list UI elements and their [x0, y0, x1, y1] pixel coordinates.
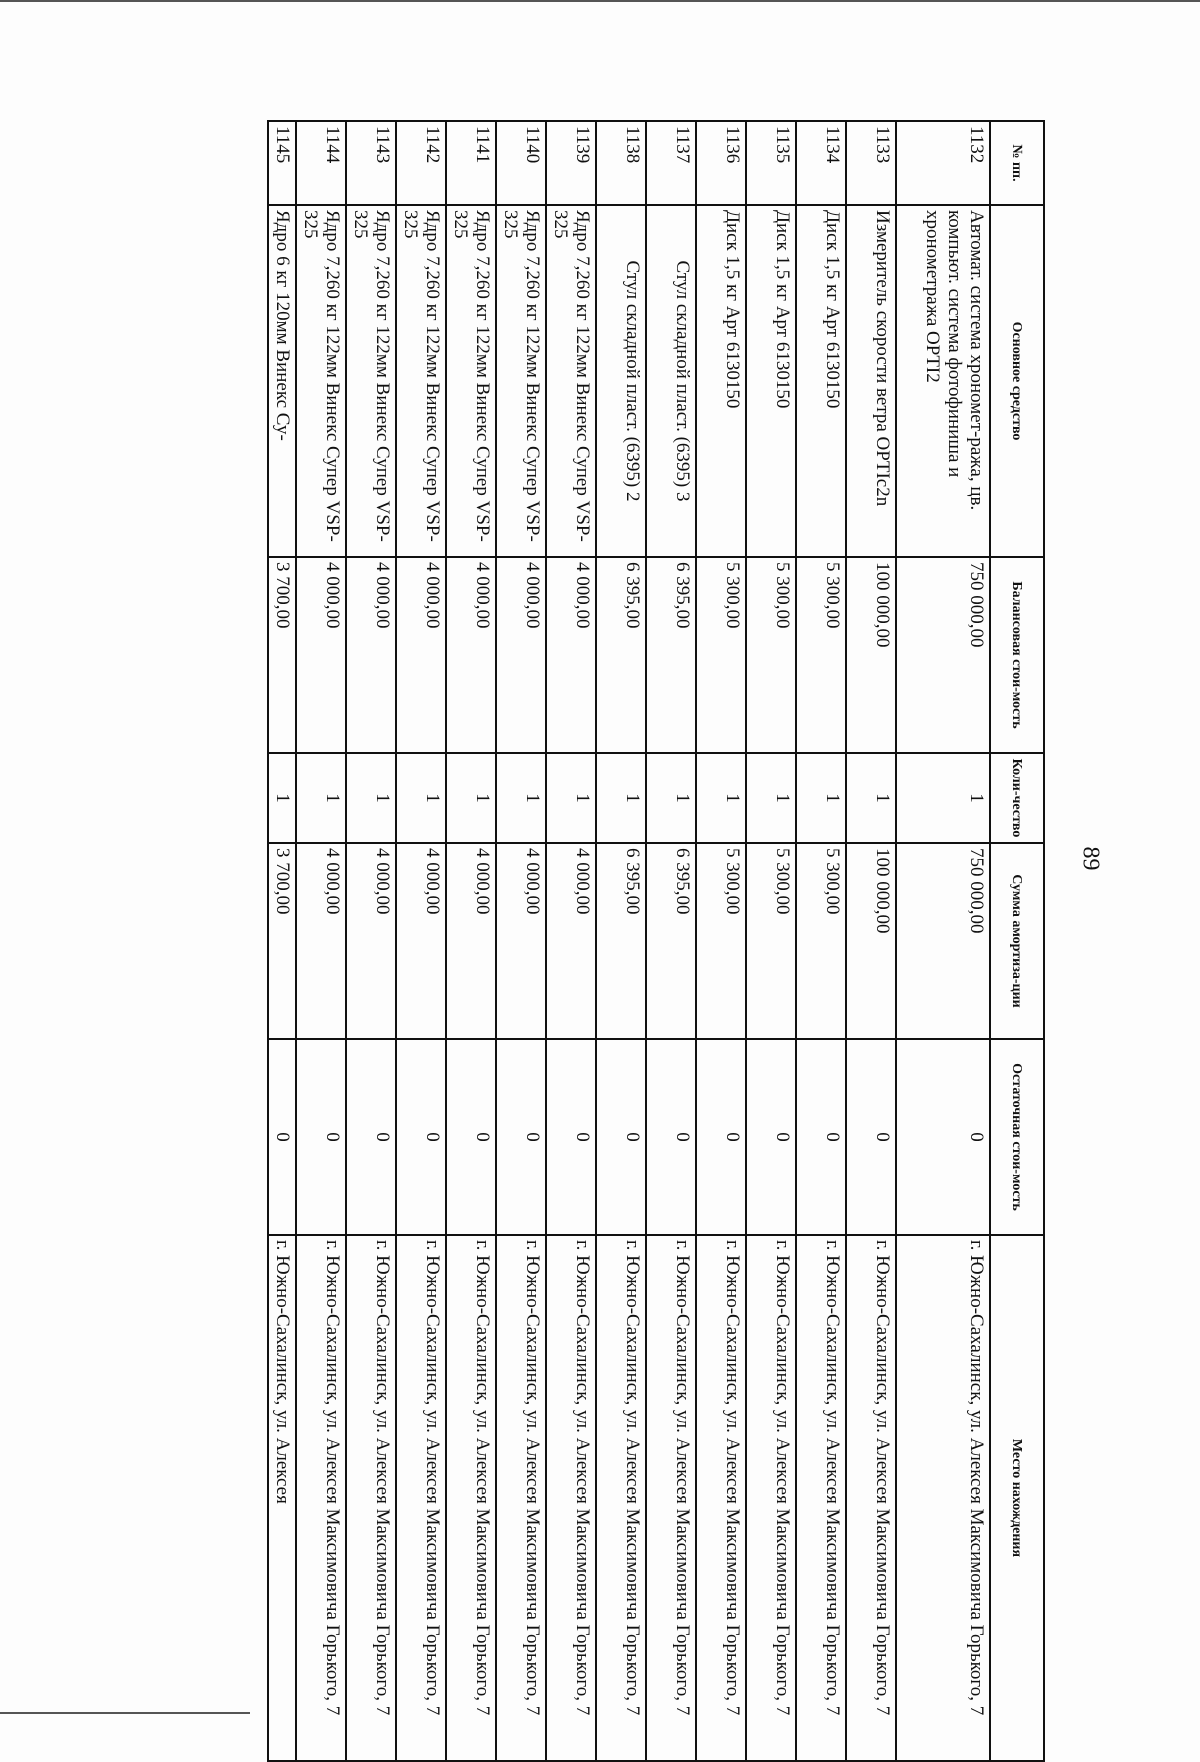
cell-num: 1143 [346, 121, 396, 205]
header-num: № пп. [990, 121, 1044, 205]
cell-qty: 1 [696, 753, 746, 843]
cell-residual: 0 [596, 1039, 646, 1235]
header-asset: Основное средство [990, 205, 1044, 557]
cell-qty: 1 [646, 753, 696, 843]
cell-residual: 0 [696, 1039, 746, 1235]
cell-qty: 1 [596, 753, 646, 843]
cell-residual: 0 [446, 1039, 496, 1235]
cell-asset: Ядро 7,260 кг 122мм Винекс Супер VSP-325 [446, 205, 496, 557]
cell-depreciation: 4 000,00 [496, 843, 546, 1039]
cell-asset: Диск 1,5 кг Арт 6130150 [746, 205, 796, 557]
cell-asset: Ядро 7,260 кг 122мм Винекс Супер VSP-325 [296, 205, 346, 557]
cell-residual: 0 [496, 1039, 546, 1235]
cell-num: 1132 [896, 121, 990, 205]
cell-num: 1133 [846, 121, 896, 205]
cell-location: г. Южно-Сахалинск, ул. Алексея Максимовича Горького, 7 [446, 1235, 496, 1761]
table-row [296, 121, 346, 1761]
table-row [846, 121, 896, 1761]
top-rule [0, 0, 1200, 2]
table-row [346, 121, 396, 1761]
cell-qty: 1 [268, 753, 296, 843]
cell-location: г. Южно-Сахалинск, ул. Алексея Максимовича Горького, 7 [396, 1235, 446, 1761]
cell-residual: 0 [796, 1039, 846, 1235]
cell-book-value: 6 395,00 [596, 557, 646, 753]
cell-qty: 1 [546, 753, 596, 843]
table-row [496, 121, 546, 1761]
cell-qty: 1 [496, 753, 546, 843]
cell-location: г. Южно-Сахалинск, ул. Алексея Максимовича Горького, 7 [846, 1235, 896, 1761]
cell-residual: 0 [546, 1039, 596, 1235]
cell-location: г. Южно-Сахалинск, ул. Алексея [268, 1235, 296, 1761]
header-book-value: Балансовая стои-мость [990, 557, 1044, 753]
cell-location: г. Южно-Сахалинск, ул. Алексея Максимовича Горького, 7 [896, 1235, 990, 1761]
cell-depreciation: 6 395,00 [646, 843, 696, 1039]
cell-num: 1135 [746, 121, 796, 205]
fixed-assets-table [267, 120, 1045, 1762]
cell-qty: 1 [446, 753, 496, 843]
cell-book-value: 5 300,00 [746, 557, 796, 753]
cell-book-value: 4 000,00 [396, 557, 446, 753]
table-header-row [990, 121, 1044, 1761]
cell-num: 1134 [796, 121, 846, 205]
cell-asset: Диск 1,5 кг Арт 6130150 [796, 205, 846, 557]
table-row [446, 121, 496, 1761]
cell-qty: 1 [846, 753, 896, 843]
header-residual: Остаточная стои-мость [990, 1039, 1044, 1235]
header-location: Место нахождения [990, 1235, 1044, 1761]
cell-qty: 1 [746, 753, 796, 843]
cell-depreciation: 750 000,00 [896, 843, 990, 1039]
cell-asset: Стул складной пласт. (6395) 2 [596, 205, 646, 557]
cell-num: 1138 [596, 121, 646, 205]
cell-book-value: 4 000,00 [496, 557, 546, 753]
cell-location: г. Южно-Сахалинск, ул. Алексея Максимовича Горького, 7 [646, 1235, 696, 1761]
cell-num: 1140 [496, 121, 546, 205]
table-row [796, 121, 846, 1761]
cell-asset: Стул складной пласт. (6395) 3 [646, 205, 696, 557]
cell-num: 1144 [296, 121, 346, 205]
cell-location: г. Южно-Сахалинск, ул. Алексея Максимовича Горького, 7 [596, 1235, 646, 1761]
header-qty: Коли-чество [990, 753, 1044, 843]
cell-qty: 1 [346, 753, 396, 843]
cell-num: 1136 [696, 121, 746, 205]
cell-asset: Ядро 6 кг 120мм Винекс Су- [268, 205, 296, 557]
cell-num: 1145 [268, 121, 296, 205]
cell-num: 1137 [646, 121, 696, 205]
cell-depreciation: 3 700,00 [268, 843, 296, 1039]
cell-depreciation: 4 000,00 [396, 843, 446, 1039]
cell-residual: 0 [746, 1039, 796, 1235]
cell-book-value: 750 000,00 [896, 557, 990, 753]
page-number: 89 [1077, 846, 1104, 871]
cell-qty: 1 [396, 753, 446, 843]
cell-book-value: 100 000,00 [846, 557, 896, 753]
cell-asset: Измеритель скорости ветра OPTIc2n [846, 205, 896, 557]
cell-asset: Ядро 7,260 кг 122мм Винекс Супер VSP-325 [346, 205, 396, 557]
cell-book-value: 5 300,00 [696, 557, 746, 753]
table-row [746, 121, 796, 1761]
cell-location: г. Южно-Сахалинск, ул. Алексея Максимовича Горького, 7 [346, 1235, 396, 1761]
cell-residual: 0 [896, 1039, 990, 1235]
cell-qty: 1 [896, 753, 990, 843]
cell-location: г. Южно-Сахалинск, ул. Алексея Максимовича Горького, 7 [696, 1235, 746, 1761]
table-row [646, 121, 696, 1761]
cell-depreciation: 4 000,00 [446, 843, 496, 1039]
table-row [896, 121, 990, 1761]
cell-depreciation: 4 000,00 [296, 843, 346, 1039]
cell-location: г. Южно-Сахалинск, ул. Алексея Максимовича Горького, 7 [796, 1235, 846, 1761]
cell-location: г. Южно-Сахалинск, ул. Алексея Максимовича Горького, 7 [546, 1235, 596, 1761]
table-row [396, 121, 446, 1761]
cell-asset: Диск 1,5 кг Арт 6130150 [696, 205, 746, 557]
cell-num: 1142 [396, 121, 446, 205]
cell-asset: Автомат. система хрономет-ража, цв. компьют. система фотофиниша и хронометража OPTI2 [896, 205, 990, 557]
cell-book-value: 5 300,00 [796, 557, 846, 753]
header-depreciation: Сумма амортиза-ции [990, 843, 1044, 1039]
cell-location: г. Южно-Сахалинск, ул. Алексея Максимовича Горького, 7 [296, 1235, 346, 1761]
cell-book-value: 3 700,00 [268, 557, 296, 753]
cell-book-value: 4 000,00 [546, 557, 596, 753]
cell-location: г. Южно-Сахалинск, ул. Алексея Максимовича Горького, 7 [746, 1235, 796, 1761]
cell-asset: Ядро 7,260 кг 122мм Винекс Супер VSP-325 [396, 205, 446, 557]
cell-depreciation: 5 300,00 [796, 843, 846, 1039]
cell-depreciation: 5 300,00 [746, 843, 796, 1039]
cell-book-value: 4 000,00 [346, 557, 396, 753]
cell-asset: Ядро 7,260 кг 122мм Винекс Супер VSP-325 [546, 205, 596, 557]
cell-residual: 0 [296, 1039, 346, 1235]
cell-residual: 0 [846, 1039, 896, 1235]
cell-residual: 0 [268, 1039, 296, 1235]
table-row [696, 121, 746, 1761]
cell-residual: 0 [646, 1039, 696, 1235]
table-row [596, 121, 646, 1761]
cell-qty: 1 [796, 753, 846, 843]
cell-residual: 0 [346, 1039, 396, 1235]
cell-depreciation: 6 395,00 [596, 843, 646, 1039]
cell-depreciation: 4 000,00 [346, 843, 396, 1039]
cell-book-value: 4 000,00 [296, 557, 346, 753]
cell-location: г. Южно-Сахалинск, ул. Алексея Максимовича Горького, 7 [496, 1235, 546, 1761]
cell-depreciation: 100 000,00 [846, 843, 896, 1039]
cell-depreciation: 4 000,00 [546, 843, 596, 1039]
cell-num: 1139 [546, 121, 596, 205]
cell-asset: Ядро 7,260 кг 122мм Винекс Супер VSP-325 [496, 205, 546, 557]
cell-qty: 1 [296, 753, 346, 843]
cell-residual: 0 [396, 1039, 446, 1235]
table-row [268, 121, 296, 1761]
cell-depreciation: 5 300,00 [696, 843, 746, 1039]
cell-book-value: 6 395,00 [646, 557, 696, 753]
cell-book-value: 4 000,00 [446, 557, 496, 753]
rotated-table-wrapper [97, 120, 1045, 1760]
cell-num: 1141 [446, 121, 496, 205]
table-row [546, 121, 596, 1761]
